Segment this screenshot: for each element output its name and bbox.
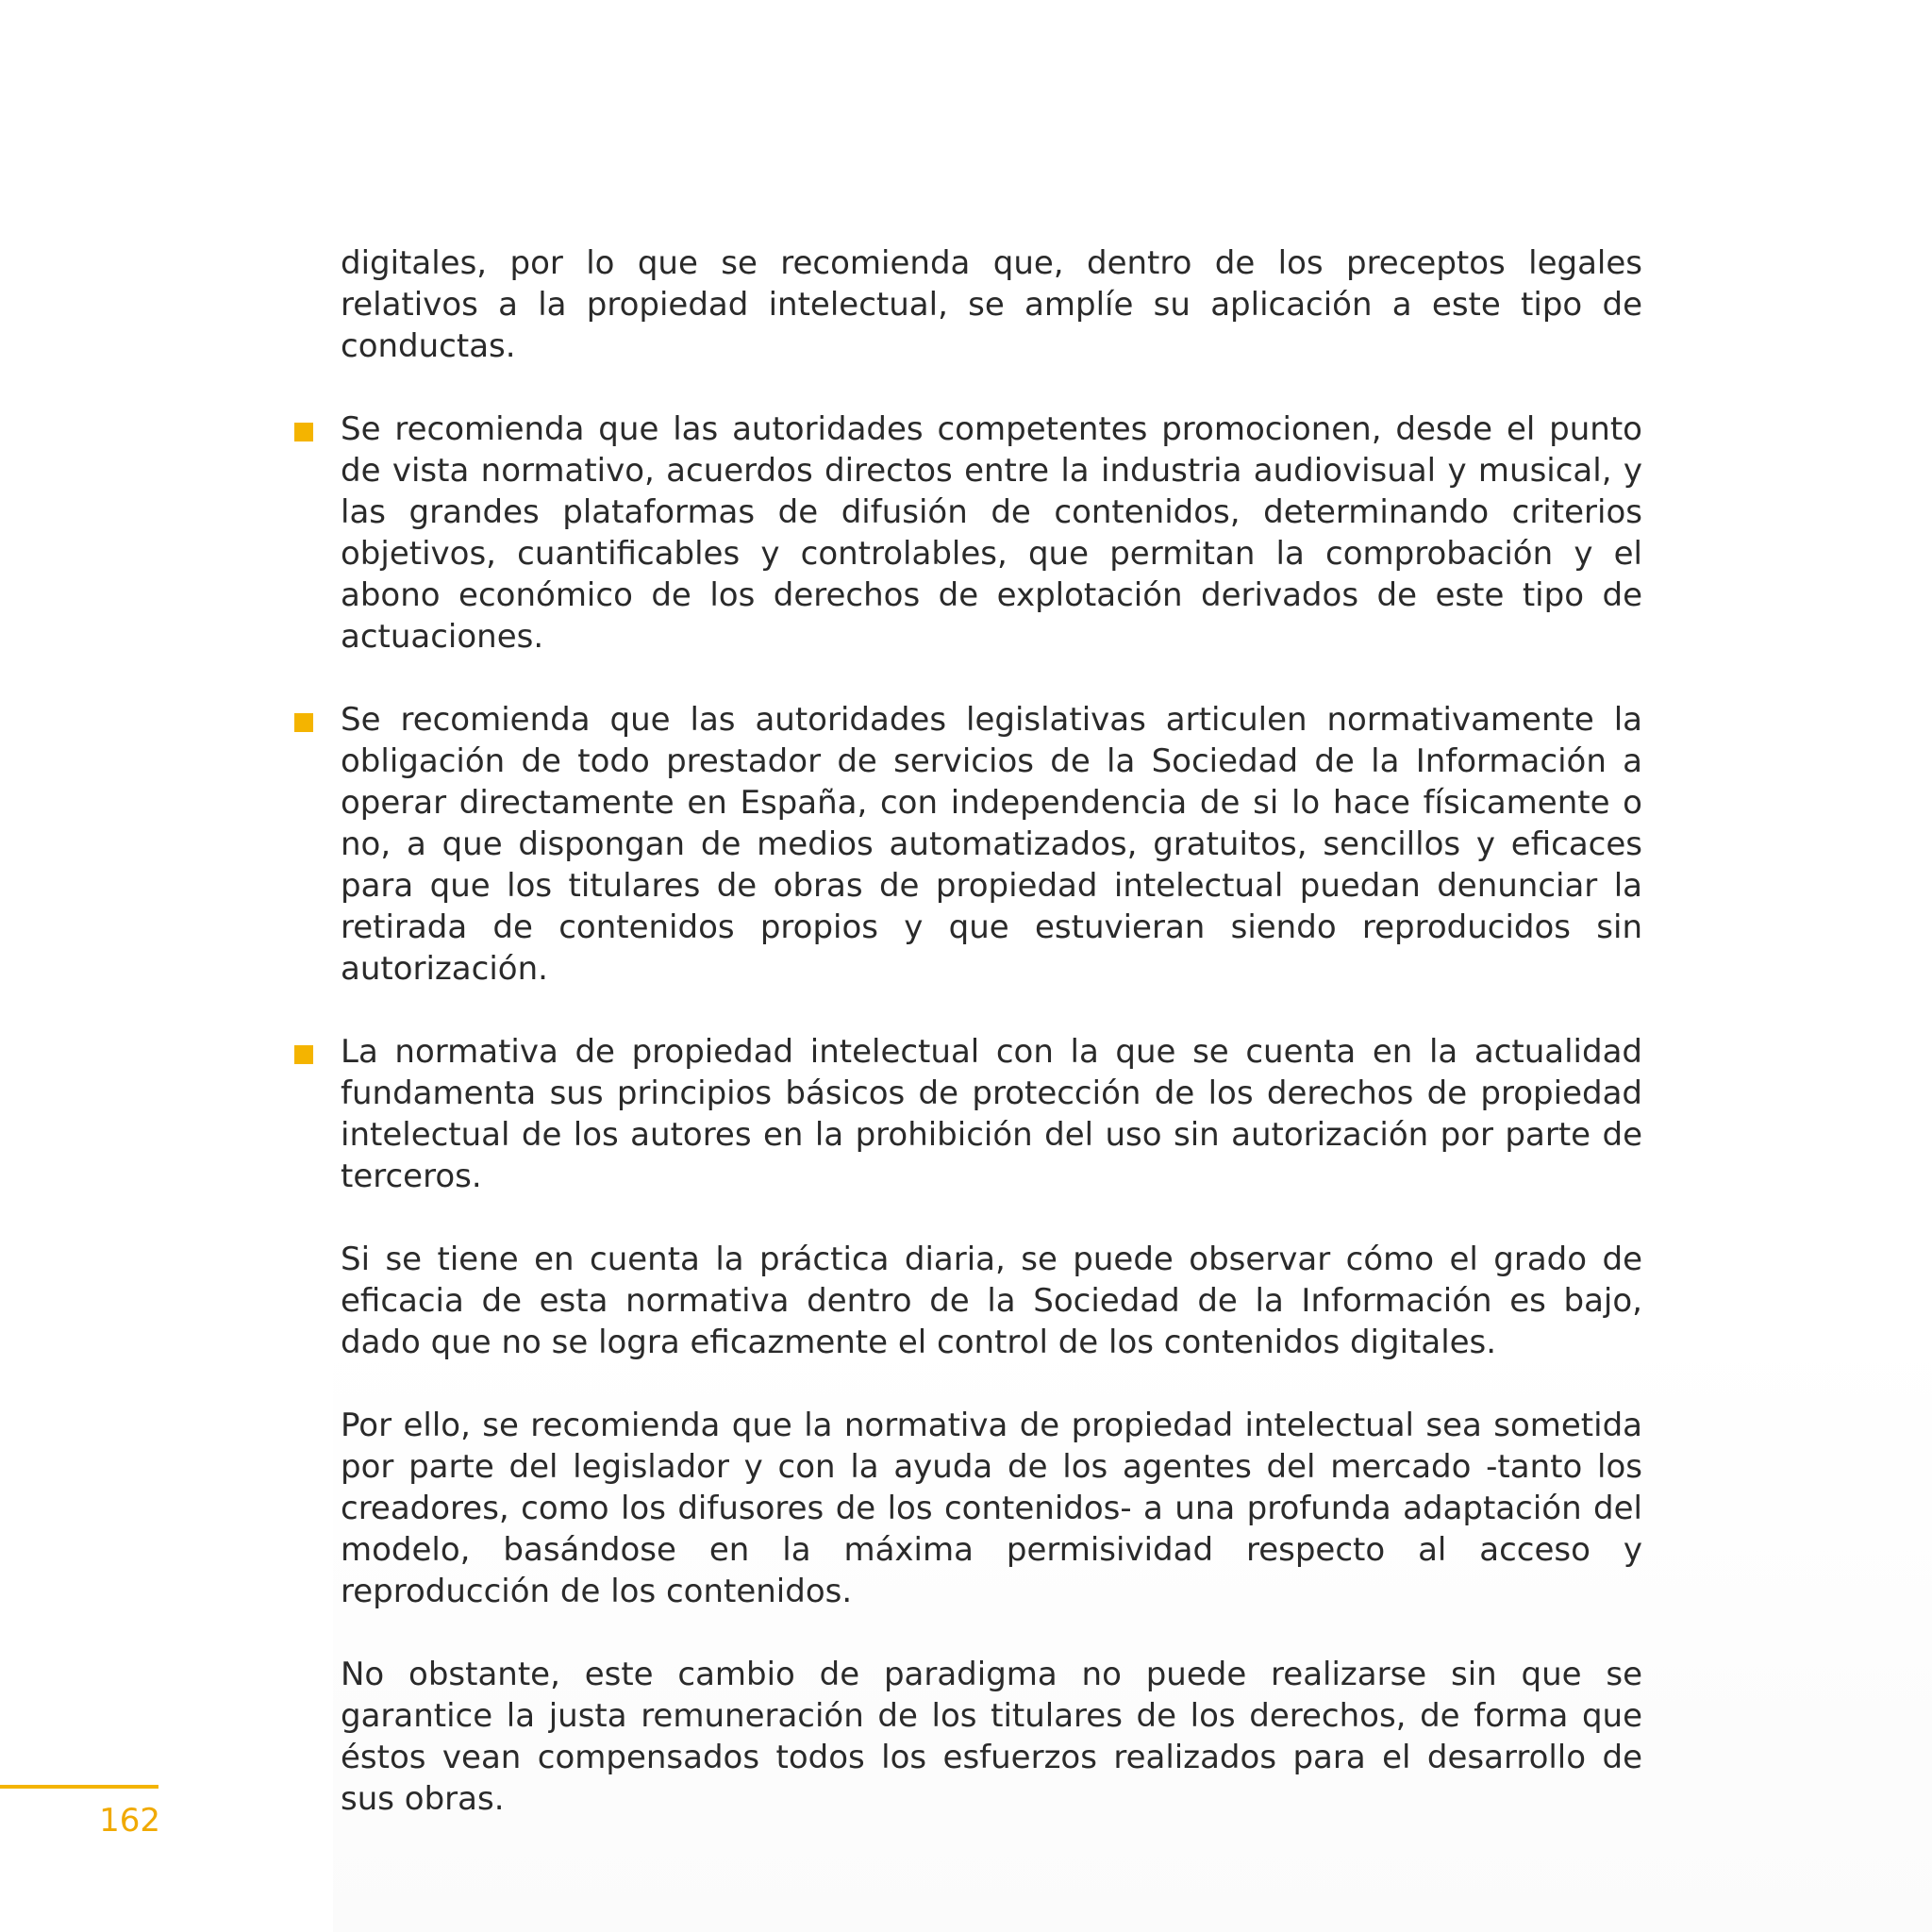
paragraph-model-adaptation: Por ello, se recomienda que la normativa de propiedad intelectual sea sometida por parte del legislador y con la ayuda de los agentes del mercado -tanto los creadores, como los difusores de los contenidos- a una profunda adaptación del modelo, basándose en la máxima permisividad respecto al acceso y reproducción de los contenidos. — [341, 1407, 1642, 1610]
paragraph-continuation: digitales, por lo que se recomienda que, dentro de los preceptos legales relativos a la propiedad intelectual, se amplíe su aplicación a este tipo de conductas. — [341, 244, 1642, 365]
document-body — [341, 242, 1642, 1820]
page-number-rule — [0, 1785, 158, 1789]
bullet-text-platform-agreements: Se recomienda que las autoridades competentes promocionen, desde el punto de vista normativo, acuerdos directos entre la industria audiovisual y musical, y las grandes plataformas de difusión de contenidos, determinando criterios objetivos, cuantificables y controlables, que permitan la comprobación y el abono económico de los derechos de explotación derivados de este tipo de actuaciones. — [341, 410, 1642, 656]
bullet-text-service-provider-obligations: Se recomienda que las autoridades legislativas articulen normativamente la obligación de todo prestador de servicios de la Sociedad de la Información a operar directamente en España, con independencia de si lo hace físicamente o no, a que dispongan de medios automatizados, gratuitos, sencillos y eficaces para que los titulares de obras de propiedad intelectual puedan denunciar la retirada de contenidos propios y que estuvieran siendo reproducidos sin autorización. — [341, 701, 1642, 988]
square-bullet-icon — [294, 713, 313, 732]
bullet-paragraph-service-provider-obligations — [341, 699, 1642, 990]
paragraph-fair-remuneration: No obstante, este cambio de paradigma no puede realizarse sin que se garantice la justa remuneración de los titulares de los derechos, de forma que éstos vean compensados todos los esfuerzos realizados para el desarrollo de sus obras. — [341, 1656, 1642, 1818]
square-bullet-icon — [294, 423, 313, 441]
paragraph-daily-practice: Si se tiene en cuenta la práctica diaria, se puede observar cómo el grado de eficacia de esta normativa dentro de la Sociedad de la Información es bajo, dado que no se logra eficazmente el control de los contenidos digitales. — [341, 1241, 1642, 1361]
square-bullet-icon — [294, 1045, 313, 1064]
bullet-text-current-regulation: La normativa de propiedad intelectual con la que se cuenta en la actualidad fundamenta sus principios básicos de protección de los derechos de propiedad intelectual de los autores en la prohibición del uso sin autorización por parte de terceros. — [341, 1033, 1642, 1195]
bullet-paragraph-current-regulation — [341, 1031, 1642, 1197]
bullet-paragraph-platform-agreements — [341, 408, 1642, 658]
page-number: 162 — [99, 1802, 160, 1840]
